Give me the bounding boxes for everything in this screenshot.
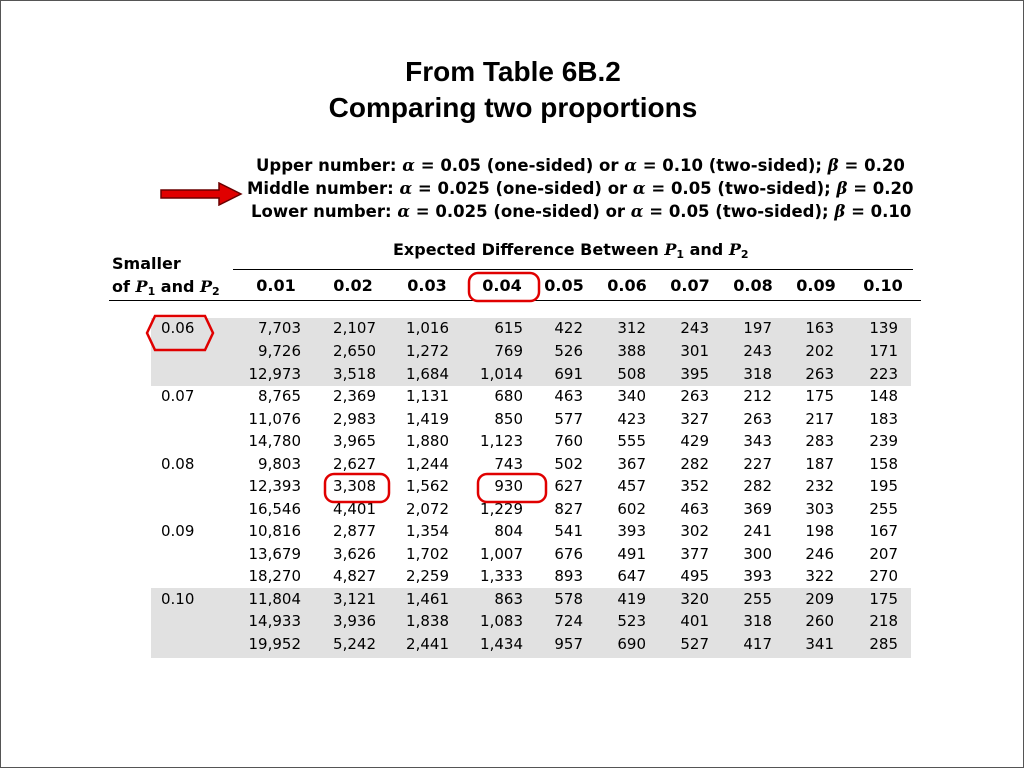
table-cell: 10,816 <box>248 522 301 540</box>
table-cell: 9,726 <box>258 342 301 360</box>
legend-middle-beta: 0.20 <box>872 179 914 198</box>
table-cell: 2,650 <box>333 342 376 360</box>
table-cell: 369 <box>743 500 772 518</box>
row-group-label: 0.10 <box>161 590 195 608</box>
right-arrow-icon <box>159 182 243 206</box>
table-cell: 422 <box>554 319 583 337</box>
slide-title-line-1: From Table 6B.2 <box>405 56 621 87</box>
table-cell: 1,016 <box>406 319 449 337</box>
table-cell: 19,952 <box>248 635 301 653</box>
table-cell: 312 <box>617 319 646 337</box>
legend-upper-number <box>256 155 905 177</box>
table-cell: 760 <box>554 432 583 450</box>
table-cell: 1,880 <box>406 432 449 450</box>
table-cell: 285 <box>869 635 898 653</box>
highlight-mark-row-0-06 <box>145 314 215 352</box>
table-cell: 217 <box>805 410 834 428</box>
table-cell: 602 <box>617 500 646 518</box>
table-cell: 163 <box>805 319 834 337</box>
table-cell: 769 <box>494 342 523 360</box>
column-header: 0.02 <box>333 276 373 295</box>
table-cell: 232 <box>805 477 834 495</box>
legend-lower-number <box>251 201 911 223</box>
table-cell: 523 <box>617 612 646 630</box>
column-header: 0.09 <box>796 276 836 295</box>
table-cell: 541 <box>554 522 583 540</box>
table-cell: 577 <box>554 410 583 428</box>
table-cell: 11,804 <box>248 590 301 608</box>
table-cell: 401 <box>680 612 709 630</box>
table-cell: 209 <box>805 590 834 608</box>
column-header: 0.01 <box>256 276 296 295</box>
table-cell: 2,877 <box>333 522 376 540</box>
table-cell: 239 <box>869 432 898 450</box>
beta-symbol: β <box>834 202 846 221</box>
alpha-symbol: α <box>397 202 411 221</box>
table-cell: 615 <box>494 319 523 337</box>
table-cell: 691 <box>554 365 583 383</box>
table-cell: 3,121 <box>333 590 376 608</box>
table-cell: 1,684 <box>406 365 449 383</box>
row-header-smaller: Smaller <box>112 254 181 273</box>
table-cell: 680 <box>494 387 523 405</box>
two-sided-text: (two-sided); <box>708 156 823 175</box>
table-cell: 227 <box>743 455 772 473</box>
p-symbol: P <box>135 277 148 296</box>
table-cell: 14,780 <box>248 432 301 450</box>
column-header: 0.07 <box>670 276 710 295</box>
table-cell: 4,401 <box>333 500 376 518</box>
one-sided-text: (one-sided) or <box>486 156 619 175</box>
beta-symbol: β <box>836 179 848 198</box>
alpha-symbol: α <box>399 179 413 198</box>
table-cell: 804 <box>494 522 523 540</box>
table-cell: 4,827 <box>333 567 376 585</box>
equals-sign: = <box>420 156 435 175</box>
table-cell: 1,272 <box>406 342 449 360</box>
table-cell: 343 <box>743 432 772 450</box>
legend-upper-beta: 0.20 <box>864 156 905 175</box>
table-cell: 195 <box>869 477 898 495</box>
table-cell: 3,965 <box>333 432 376 450</box>
table-cell: 171 <box>869 342 898 360</box>
table-cell: 508 <box>617 365 646 383</box>
one-sided-text: (one-sided) or <box>493 202 626 221</box>
table-cell: 491 <box>617 545 646 563</box>
table-cell: 1,007 <box>480 545 523 563</box>
subscript-1: 1 <box>147 285 156 298</box>
table-cell: 1,083 <box>480 612 523 630</box>
table-cell: 197 <box>743 319 772 337</box>
table-cell: 263 <box>805 365 834 383</box>
alpha-symbol: α <box>402 156 415 175</box>
p-symbol: P <box>200 277 213 296</box>
table-cell: 5,242 <box>333 635 376 653</box>
table-cell: 527 <box>680 635 709 653</box>
table-cell: 393 <box>743 567 772 585</box>
table-cell: 9,803 <box>258 455 301 473</box>
equals-sign: = <box>851 202 865 221</box>
subscript-1: 1 <box>676 248 685 261</box>
table-cell: 457 <box>617 477 646 495</box>
table-cell: 1,131 <box>406 387 449 405</box>
table-cell: 2,259 <box>406 567 449 585</box>
table-cell: 1,123 <box>480 432 523 450</box>
table-cell: 8,765 <box>258 387 301 405</box>
table-cell: 167 <box>869 522 898 540</box>
table-cell: 263 <box>680 387 709 405</box>
table-cell: 743 <box>494 455 523 473</box>
table-cell: 318 <box>743 612 772 630</box>
table-cell: 2,627 <box>333 455 376 473</box>
two-sided-text: (two-sided); <box>715 202 829 221</box>
subscript-2: 2 <box>740 248 749 261</box>
table-cell: 16,546 <box>248 500 301 518</box>
table-cell: 495 <box>680 567 709 585</box>
table-cell: 367 <box>617 455 646 473</box>
table-cell: 1,702 <box>406 545 449 563</box>
highlight-mark-3308 <box>323 472 391 504</box>
table-cell: 255 <box>743 590 772 608</box>
table-cell: 578 <box>554 590 583 608</box>
table-cell: 957 <box>554 635 583 653</box>
table-cell: 1,419 <box>406 410 449 428</box>
table-cell: 417 <box>743 635 772 653</box>
of-text: of <box>112 277 130 296</box>
table-cell: 302 <box>680 522 709 540</box>
table-cell: 377 <box>680 545 709 563</box>
table-cell: 218 <box>869 612 898 630</box>
highlight-mark-col-0-04 <box>467 271 541 303</box>
table-cell: 322 <box>805 567 834 585</box>
table-cell: 18,270 <box>248 567 301 585</box>
table-cell: 2,983 <box>333 410 376 428</box>
column-header: 0.08 <box>733 276 773 295</box>
table-cell: 690 <box>617 635 646 653</box>
row-group-label: 0.08 <box>161 455 195 473</box>
table-cell: 1,014 <box>480 365 523 383</box>
table-cell: 419 <box>617 590 646 608</box>
table-cell: 724 <box>554 612 583 630</box>
table-cell: 318 <box>743 365 772 383</box>
equals-sign: = <box>853 179 868 198</box>
table-cell: 7,703 <box>258 319 301 337</box>
table-cell: 893 <box>554 567 583 585</box>
table-cell: 1,229 <box>480 500 523 518</box>
table-cell: 175 <box>869 590 898 608</box>
legend-lower-beta: 0.10 <box>870 202 912 221</box>
legend-upper-label: Upper number: <box>256 156 397 175</box>
and-text: and <box>689 240 724 259</box>
alpha-symbol: α <box>630 202 644 221</box>
table-cell: 930 <box>494 477 523 495</box>
table-cell: 2,369 <box>333 387 376 405</box>
table-cell: 3,936 <box>333 612 376 630</box>
table-cell: 502 <box>554 455 583 473</box>
row-header-of-p1-and-p2 <box>112 276 220 303</box>
table-cell: 463 <box>680 500 709 518</box>
table-cell: 341 <box>805 635 834 653</box>
table-cell: 183 <box>869 410 898 428</box>
beta-symbol: β <box>827 156 839 175</box>
table-cell: 3,308 <box>333 477 376 495</box>
alpha-symbol: α <box>632 179 646 198</box>
equals-sign: = <box>651 179 666 198</box>
highlight-mark-930 <box>476 472 548 504</box>
table-cell: 1,244 <box>406 455 449 473</box>
table-cell: 340 <box>617 387 646 405</box>
table-cell: 282 <box>743 477 772 495</box>
legend-lower-label: Lower number: <box>251 202 392 221</box>
table-cell: 282 <box>680 455 709 473</box>
table-cell: 1,838 <box>406 612 449 630</box>
table-cell: 2,441 <box>406 635 449 653</box>
column-header: 0.10 <box>863 276 903 295</box>
table-cell: 263 <box>743 410 772 428</box>
table-cell: 148 <box>869 387 898 405</box>
legend-middle-alpha-one-sided: 0.025 <box>437 179 490 198</box>
column-header: 0.06 <box>607 276 647 295</box>
legend-middle-label: Middle number: <box>247 179 394 198</box>
and-text: and <box>160 277 195 296</box>
table-cell: 175 <box>805 387 834 405</box>
expected-difference-text: Expected Difference Between <box>393 240 659 259</box>
table-cell: 429 <box>680 432 709 450</box>
table-cell: 14,933 <box>248 612 301 630</box>
column-group-header <box>393 239 749 266</box>
table-cell: 1,562 <box>406 477 449 495</box>
table-cell: 863 <box>494 590 523 608</box>
table-cell: 13,679 <box>248 545 301 563</box>
legend-upper-alpha-one-sided: 0.05 <box>440 156 482 175</box>
legend-upper-alpha-two-sided: 0.10 <box>662 156 703 175</box>
legend-middle-number <box>247 178 913 200</box>
table-cell: 395 <box>680 365 709 383</box>
column-header: 0.04 <box>482 276 522 295</box>
table-cell: 676 <box>554 545 583 563</box>
legend-middle-alpha-two-sided: 0.05 <box>670 179 712 198</box>
table-cell: 827 <box>554 500 583 518</box>
table-cell: 1,434 <box>480 635 523 653</box>
equals-sign: = <box>642 156 657 175</box>
table-cell: 393 <box>617 522 646 540</box>
table-cell: 255 <box>869 500 898 518</box>
table-cell: 423 <box>617 410 646 428</box>
table-cell: 1,333 <box>480 567 523 585</box>
table-cell: 283 <box>805 432 834 450</box>
slide-title-line-2: Comparing two proportions <box>328 92 698 123</box>
equals-sign: = <box>417 179 432 198</box>
table-cell: 260 <box>805 612 834 630</box>
table-cell: 11,076 <box>248 410 301 428</box>
table-cell: 627 <box>554 477 583 495</box>
row-group-label: 0.07 <box>161 387 195 405</box>
equals-sign: = <box>649 202 664 221</box>
table-cell: 187 <box>805 455 834 473</box>
alpha-symbol: α <box>624 156 637 175</box>
table-cell: 223 <box>869 365 898 383</box>
table-cell: 300 <box>743 545 772 563</box>
table-cell: 139 <box>869 319 898 337</box>
table-cell: 352 <box>680 477 709 495</box>
legend-lower-alpha-two-sided: 0.05 <box>668 202 710 221</box>
table-cell: 212 <box>743 387 772 405</box>
table-cell: 526 <box>554 342 583 360</box>
table-cell: 320 <box>680 590 709 608</box>
table-cell: 243 <box>743 342 772 360</box>
table-cell: 207 <box>869 545 898 563</box>
p-symbol: P <box>728 240 741 259</box>
equals-sign: = <box>844 156 859 175</box>
table-cell: 388 <box>617 342 646 360</box>
table-cell: 202 <box>805 342 834 360</box>
table-cell: 850 <box>494 410 523 428</box>
legend-lower-alpha-one-sided: 0.025 <box>435 202 488 221</box>
table-cell: 1,461 <box>406 590 449 608</box>
table-cell: 3,518 <box>333 365 376 383</box>
table-cell: 647 <box>617 567 646 585</box>
subscript-2: 2 <box>212 285 220 298</box>
table-cell: 463 <box>554 387 583 405</box>
two-sided-text: (two-sided); <box>717 179 831 198</box>
table-cell: 301 <box>680 342 709 360</box>
one-sided-text: (one-sided) or <box>495 179 628 198</box>
column-header: 0.05 <box>544 276 584 295</box>
equals-sign: = <box>415 202 430 221</box>
column-header: 0.03 <box>407 276 447 295</box>
row-group-label: 0.06 <box>161 319 195 337</box>
table-cell: 158 <box>869 455 898 473</box>
table-cell: 12,393 <box>248 477 301 495</box>
table-cell: 303 <box>805 500 834 518</box>
table-cell: 555 <box>617 432 646 450</box>
p-symbol: P <box>664 240 677 259</box>
table-cell: 1,354 <box>406 522 449 540</box>
table-cell: 2,107 <box>333 319 376 337</box>
row-group-label: 0.09 <box>161 522 195 540</box>
table-cell: 246 <box>805 545 834 563</box>
table-cell: 327 <box>680 410 709 428</box>
table-cell: 2,072 <box>406 500 449 518</box>
header-rule-top <box>233 269 913 270</box>
table-cell: 3,626 <box>333 545 376 563</box>
table-cell: 12,973 <box>248 365 301 383</box>
table-cell: 198 <box>805 522 834 540</box>
table-cell: 270 <box>869 567 898 585</box>
table-cell: 241 <box>743 522 772 540</box>
table-cell: 243 <box>680 319 709 337</box>
